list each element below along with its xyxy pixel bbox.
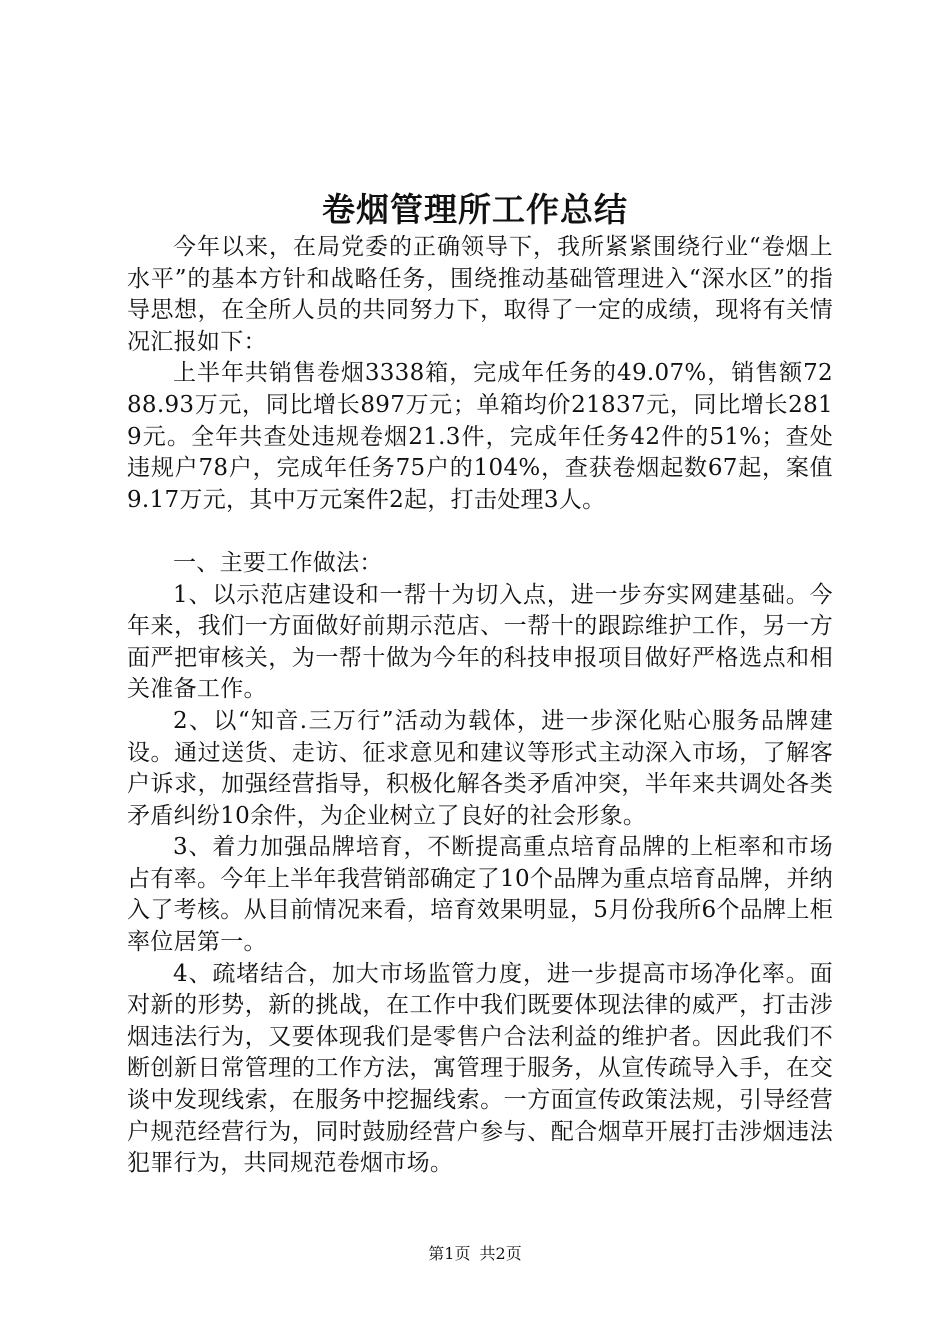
intro-paragraph: 今年以来，在局党委的正确领导下，我所紧紧围绕行业“卷烟上水平”的基本方针和战略任务，围绕推动基础管理进入“深水区”的指导思想，在全所人员的共同努力下，取得了一定的成绩，现将有关情况汇报如下： — [127, 234, 833, 355]
work-item-3: 3、着力加强品牌培育，不断提高重点培育品牌的上柜率和市场占有率。今年上半年我营销部确定了10个品牌为重点培育品牌，并纳入了考核。从目前情况来看，培育效果明显，5月份我所6个品牌上柜率位居第一。 — [127, 834, 833, 956]
summary-figures-paragraph: 上半年共销售卷烟3338箱，完成年任务的49.07%，销售额7288.93万元，同比增长897万元；单箱均价21837元，同比增长2819元。全年共查处违规卷烟21.3件，完成年任务42件的51%；查处违规户78户，完成年任务75户的104%，查获卷烟起数67起，案值9.17万元，其中万元案件2起，打击处理3人。 — [127, 360, 833, 513]
work-item-4: 4、疏堵结合，加大市场监管力度，进一步提高市场净化率。面对新的形势，新的挑战，在工作中我们既要体现法律的威严，打击涉烟违法行为，又要体现我们是零售户合法利益的维护者。因此我们不断创新日常管理的工作方法，寓管理于服务，从宣传疏导入手，在交谈中发现线索，在服务中挖掘线索。一方面宣传政策法规，引导经营户规范经营行为，同时鼓励经营户参与、配合烟草开展打击涉烟违法犯罪行为，共同规范卷烟市场。 — [127, 960, 833, 1177]
work-item-2: 2、以“知音.三万行”活动为载体，进一步深化贴心服务品牌建设。通过送货、走访、征求意见和建议等形式主动深入市场，了解客户诉求，加强经营指导，积极化解各类矛盾冲突，半年来共调处各类矛盾纠纷10余件，为企业树立了良好的社会形象。 — [127, 707, 833, 829]
page-number-total: 共2页 — [479, 1244, 522, 1263]
paragraph-spacer — [127, 516, 833, 548]
document-body — [127, 232, 833, 1180]
section-heading: 一、主要工作做法： — [173, 549, 383, 576]
page-number-current: 第1页 — [428, 1244, 471, 1263]
document-title: 卷烟管理所工作总结 — [322, 190, 628, 229]
work-item-1: 1、以示范店建设和一帮十为切入点，进一步夯实网建基础。今年来，我们一方面做好前期示范店、一帮十的跟踪维护工作，另一方面严把审核关，为一帮十做为今年的科技申报项目做好严格选点和相关准备工作。 — [127, 581, 833, 703]
page-footer — [0, 1244, 950, 1264]
